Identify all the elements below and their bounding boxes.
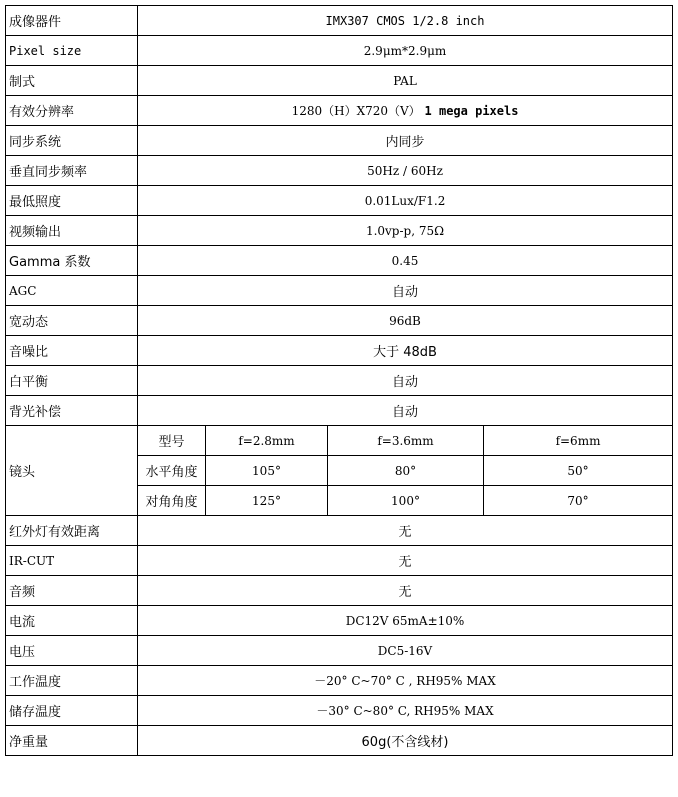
spec-value: 0.45 [138,246,673,276]
lens-cell: 80° [328,456,484,486]
spec-row-resolution [6,96,673,126]
spec-label: AGC [6,276,138,306]
spec-label: 制式 [6,66,138,96]
spec-value: 自动 [138,396,673,426]
spec-table [5,5,673,756]
spec-row-gamma [6,246,673,276]
spec-row-snr [6,336,673,366]
spec-label: 同步系统 [6,126,138,156]
spec-value: 60g(不含线材) [138,726,673,756]
spec-label: 有效分辨率 [6,96,138,126]
spec-label: 白平衡 [6,366,138,396]
lens-sub-label: 型号 [138,426,206,456]
spec-value: IMX307 CMOS 1/2.8 inch [138,6,673,36]
spec-label: 电流 [6,606,138,636]
spec-row-storage-temp [6,696,673,726]
lens-sub-label: 对角角度 [138,486,206,516]
spec-row-ir-distance [6,516,673,546]
lens-label: 镜头 [6,426,138,516]
spec-label: 垂直同步频率 [6,156,138,186]
lens-cell: 70° [484,486,673,516]
spec-value: PAL [138,66,673,96]
lens-cell: f=2.8mm [206,426,328,456]
lens-sub-label: 水平角度 [138,456,206,486]
spec-value: 1.0vp-p, 75Ω [138,216,673,246]
spec-row-video-output [6,216,673,246]
spec-row-format [6,66,673,96]
lens-cell: 125° [206,486,328,516]
spec-row-ir-cut [6,546,673,576]
spec-row-net-weight [6,726,673,756]
spec-label: 音频 [6,576,138,606]
spec-label: 最低照度 [6,186,138,216]
lens-cell: 105° [206,456,328,486]
lens-cell: 100° [328,486,484,516]
spec-row-agc [6,276,673,306]
spec-value: 无 [138,546,673,576]
spec-row-sync [6,126,673,156]
spec-value: 50Hz / 60Hz [138,156,673,186]
spec-row-pixel-size [6,36,673,66]
resolution-megapixels: 1 mega pixels [424,104,519,118]
spec-label: 背光补偿 [6,396,138,426]
spec-row-vsync [6,156,673,186]
spec-value: －30° C~80° C, RH95% MAX [138,696,673,726]
spec-label: 成像器件 [6,6,138,36]
spec-label: 视频输出 [6,216,138,246]
spec-value: 自动 [138,366,673,396]
spec-value: 大于 48dB [138,336,673,366]
spec-row-white-balance [6,366,673,396]
spec-label: 电压 [6,636,138,666]
spec-label: Gamma 系数 [6,246,138,276]
spec-value: DC12V 65mA±10% [138,606,673,636]
spec-row-operating-temp [6,666,673,696]
spec-row-audio [6,576,673,606]
lens-cell: 50° [484,456,673,486]
spec-value: 无 [138,516,673,546]
spec-value: 内同步 [138,126,673,156]
spec-value: 0.01Lux/F1.2 [138,186,673,216]
spec-row-current [6,606,673,636]
spec-label: 储存温度 [6,696,138,726]
spec-value: 无 [138,576,673,606]
spec-label: Pixel size [6,36,138,66]
lens-cell: f=6mm [484,426,673,456]
spec-row-blc [6,396,673,426]
lens-cell: f=3.6mm [328,426,484,456]
spec-row-voltage [6,636,673,666]
spec-row-sensor [6,6,673,36]
spec-label: 宽动态 [6,306,138,336]
resolution-value: 1280（H）X720（V） [291,104,421,118]
spec-row-wdr [6,306,673,336]
spec-value-group [138,96,673,126]
spec-label: 工作温度 [6,666,138,696]
spec-value: －20° C~70° C , RH95% MAX [138,666,673,696]
spec-label: 红外灯有效距离 [6,516,138,546]
spec-row-min-illumination [6,186,673,216]
spec-value: 96dB [138,306,673,336]
spec-label: 净重量 [6,726,138,756]
spec-label: 音噪比 [6,336,138,366]
spec-value: 自动 [138,276,673,306]
lens-row-model [6,426,673,456]
spec-label: IR-CUT [6,546,138,576]
spec-value: 2.9μm*2.9μm [138,36,673,66]
spec-value: DC5-16V [138,636,673,666]
